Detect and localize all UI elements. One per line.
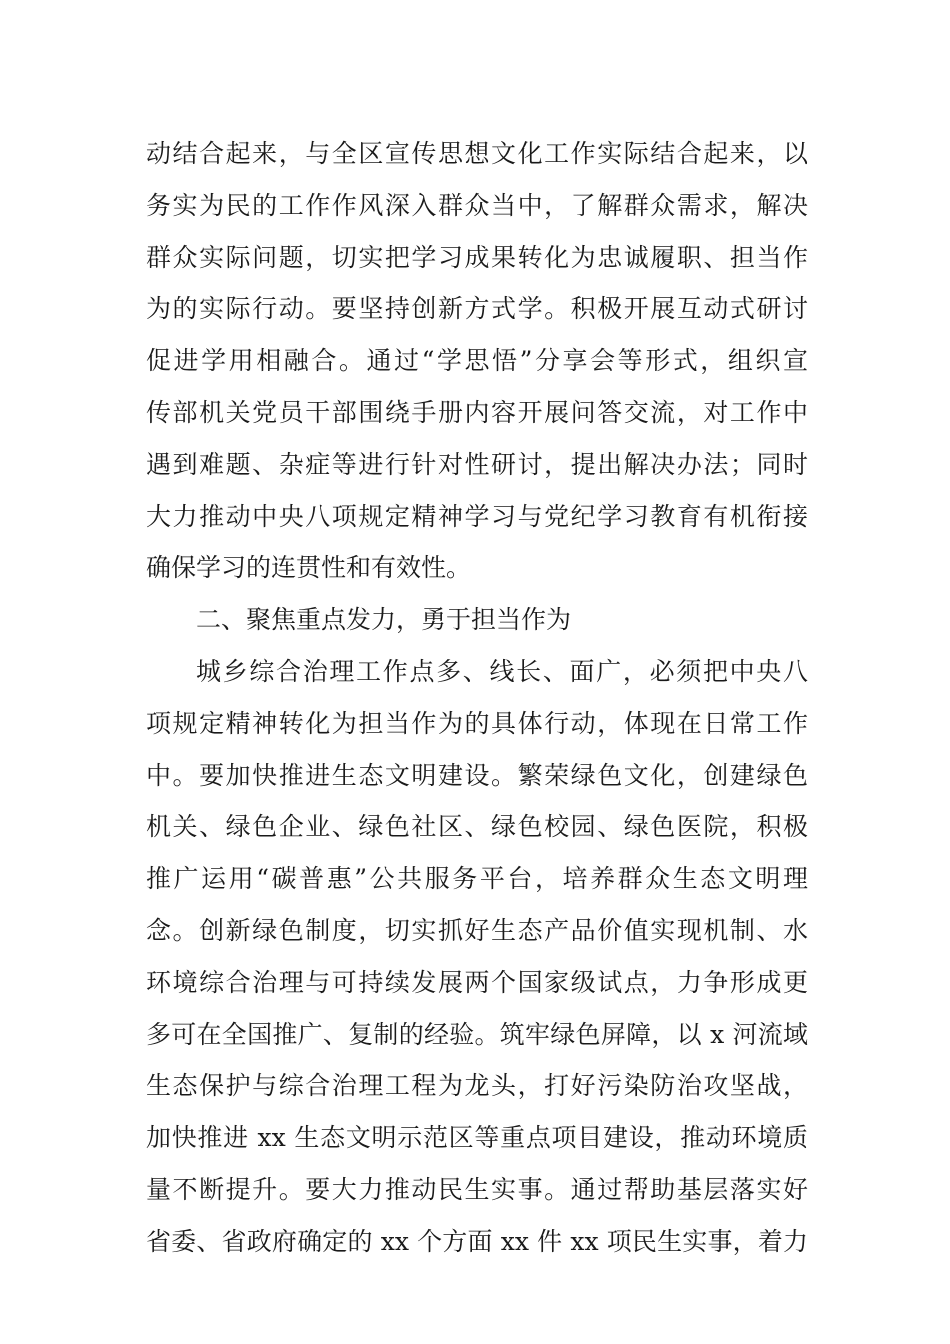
section-heading: 二、聚焦重点发力，勇于担当作为 <box>196 605 572 635</box>
body-text <box>146 128 808 1268</box>
text-line: 念。创新绿色制度，切实抓好生态产品价值实现机制、水 <box>146 915 808 945</box>
text-line: 动结合起来，与全区宣传思想文化工作实际结合起来，以 <box>146 139 808 168</box>
text-line: 量不断提升。要大力推动民生实事。通过帮助基层落实好 <box>146 1174 808 1204</box>
text-line: 大力推动中央八项规定精神学习与党纪学习教育有机衔接 <box>146 501 808 531</box>
text-line: 遇到难题、杂症等进行针对性研讨，提出解决办法；同时 <box>146 449 808 479</box>
text-line-paragraph-end: 确保学习的连贯性和有效性。 <box>146 553 472 583</box>
text-line: 生态保护与综合治理工程为龙头，打好污染防治攻坚战， <box>146 1071 808 1101</box>
text-line: 传部机关党员干部围绕手册内容开展问答交流，对工作中 <box>146 397 808 427</box>
text-line: 中。要加快推进生态文明建设。繁荣绿色文化，创建绿色 <box>146 760 808 790</box>
text-line: 环境综合治理与可持续发展两个国家级试点，力争形成更 <box>146 967 808 997</box>
text-line: 推广运用“碳普惠”公共服务平台，培养群众生态文明理 <box>146 864 808 894</box>
text-line: 务实为民的工作作风深入群众当中，了解群众需求，解决 <box>146 190 808 220</box>
text-line: 促进学用相融合。通过“学思悟”分享会等形式，组织宣 <box>146 346 808 376</box>
text-line: 机关、绿色企业、绿色社区、绿色校园、绿色医院，积极 <box>146 812 808 842</box>
text-line: 为的实际行动。要坚持创新方式学。积极开展互动式研讨 <box>146 294 808 324</box>
text-line: 多可在全国推广、复制的经验。筑牢绿色屏障，以 x 河流域 <box>146 1019 808 1049</box>
text-line: 项规定精神转化为担当作为的具体行动，体现在日常工作 <box>146 708 808 738</box>
text-line: 省委、省政府确定的 xx 个方面 xx 件 xx 项民生实事，着力 <box>146 1226 808 1256</box>
text-line: 群众实际问题，切实把学习成果转化为忠诚履职、担当作 <box>146 242 808 272</box>
text-line: 加快推进 xx 生态文明示范区等重点项目建设，推动环境质 <box>146 1123 808 1153</box>
text-line-paragraph-start: 城乡综合治理工作点多、线长、面广，必须把中央八 <box>196 656 808 686</box>
